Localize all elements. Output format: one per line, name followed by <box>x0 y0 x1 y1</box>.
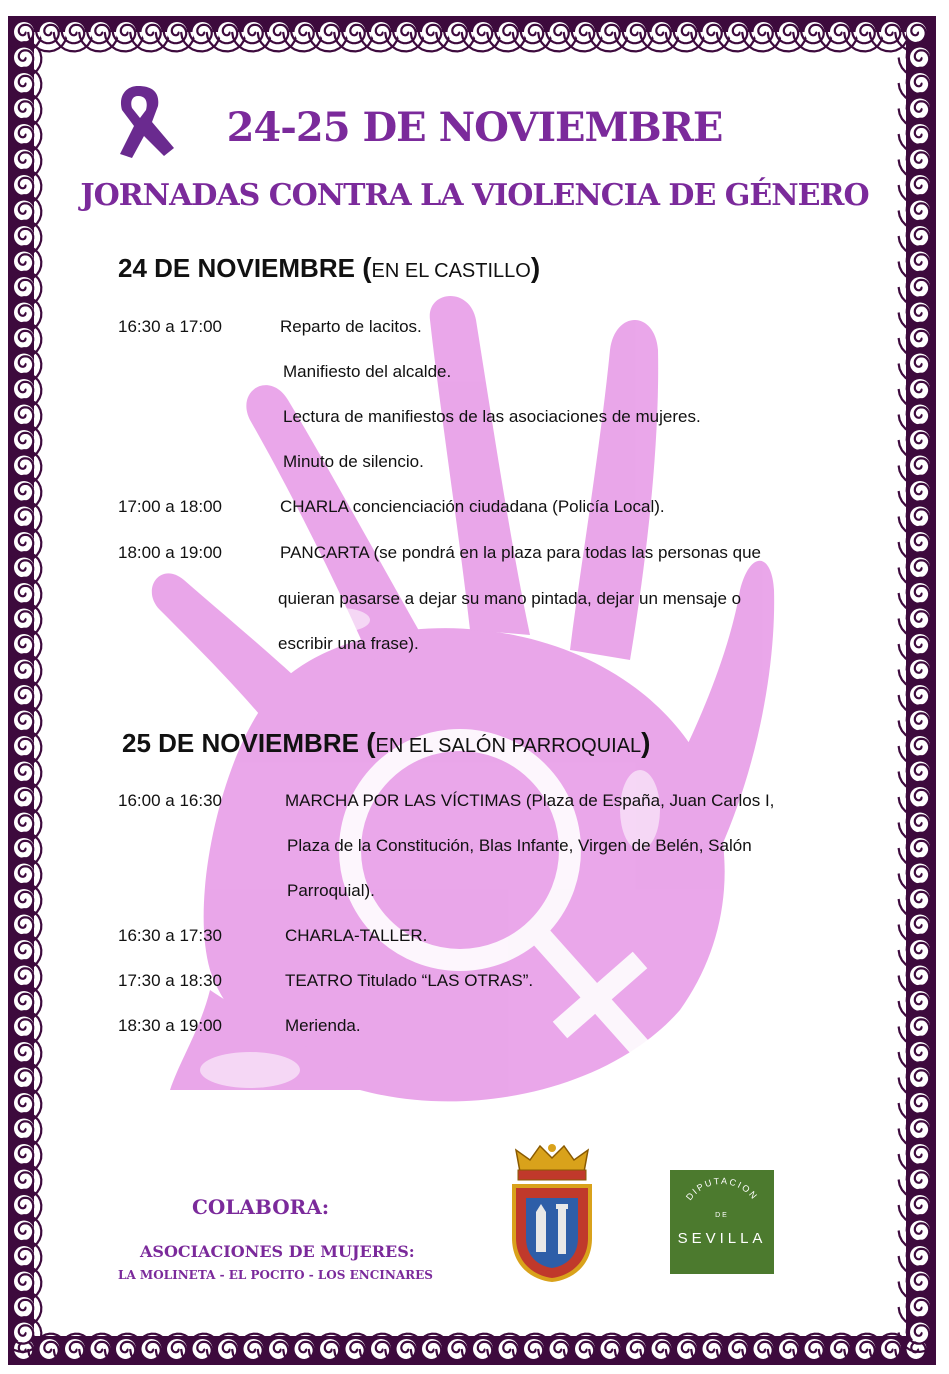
day2-place: EN EL SALÓN PARROQUIAL <box>375 735 642 757</box>
day1-time-2: 17:00 a 18:00 <box>118 497 222 516</box>
day1-place: EN EL CASTILLO <box>371 260 531 282</box>
coat-of-arms-icon <box>506 1142 598 1284</box>
asociaciones-names: LA MOLINETA - EL POCITO - LOS ENCINARES <box>118 1268 433 1282</box>
day2-date: 25 DE NOVIEMBRE <box>122 728 359 758</box>
day1-paren-close: ) <box>530 252 541 283</box>
colabora-label: COLABORA: <box>192 1195 330 1219</box>
asociaciones-label: ASOCIACIONES DE MUJERES: <box>140 1242 415 1261</box>
day2-time-3: 17:30 a 18:30 <box>118 971 222 990</box>
day2-time-2: 16:30 a 17:30 <box>118 926 222 945</box>
diputacion-logo <box>670 1170 774 1274</box>
diputacion-arc-icon <box>670 1170 774 1274</box>
diputacion-arc-textpath: DIPUTACION <box>683 1175 761 1203</box>
day2-item-1-line-1: MARCHA POR LAS VÍCTIMAS (Plaza de España, Juan Carlos I, <box>285 791 775 810</box>
day1-item-1-line-3: Lectura de manifiestos de las asociaciones de mujeres. <box>283 407 701 426</box>
diputacion-city: SEVILLA <box>677 1230 767 1247</box>
day1-item-3-line-2: quieran pasarse a dejar su mano pintada, dejar un mensaje o <box>278 589 742 608</box>
day1-paren-open: ( <box>362 252 372 283</box>
day1-item-1-line-2: Manifiesto del alcalde. <box>283 362 452 381</box>
day1-heading <box>118 252 540 284</box>
day2-heading <box>122 727 650 759</box>
day2-paren-open: ( <box>366 727 376 758</box>
day2-item-4-line-1: Merienda. <box>285 1016 361 1035</box>
day2-item-3-line-1: TEATRO Titulado “LAS OTRAS”. <box>285 971 534 990</box>
day2-item-2-line-1: CHARLA-TALLER. <box>285 926 428 945</box>
day1-time-1: 16:30 a 17:00 <box>118 317 222 336</box>
day2-item-1-line-3: Parroquial). <box>287 881 375 900</box>
day1-item-1-line-1: Reparto de lacitos. <box>280 317 422 336</box>
day2-time-1: 16:00 a 16:30 <box>118 791 222 810</box>
day2-item-1-line-2: Plaza de la Constitución, Blas Infante, Virgen de Belén, Salón <box>287 836 752 855</box>
day1-item-1-line-4: Minuto de silencio. <box>283 452 424 471</box>
page-subtitle: JORNADAS CONTRA LA VIOLENCIA DE GÉNERO <box>80 178 869 213</box>
day1-item-3-line-1: PANCARTA (se pondrá en la plaza para todas las personas que <box>280 543 762 562</box>
page-title: 24-25 DE NOVIEMBRE <box>226 104 723 151</box>
day1-date: 24 DE NOVIEMBRE <box>118 253 355 283</box>
day1-item-3-line-3: escribir una frase). <box>278 634 419 653</box>
diputacion-arc-text <box>684 1176 760 1202</box>
day2-paren-close: ) <box>641 727 651 758</box>
day1-time-3: 18:00 a 19:00 <box>118 543 222 562</box>
diputacion-de: DE <box>715 1212 729 1219</box>
day2-time-4: 18:30 a 19:00 <box>118 1016 222 1035</box>
day1-item-2-line-1: CHARLA concienciación ciudadana (Policía Local). <box>280 497 665 516</box>
